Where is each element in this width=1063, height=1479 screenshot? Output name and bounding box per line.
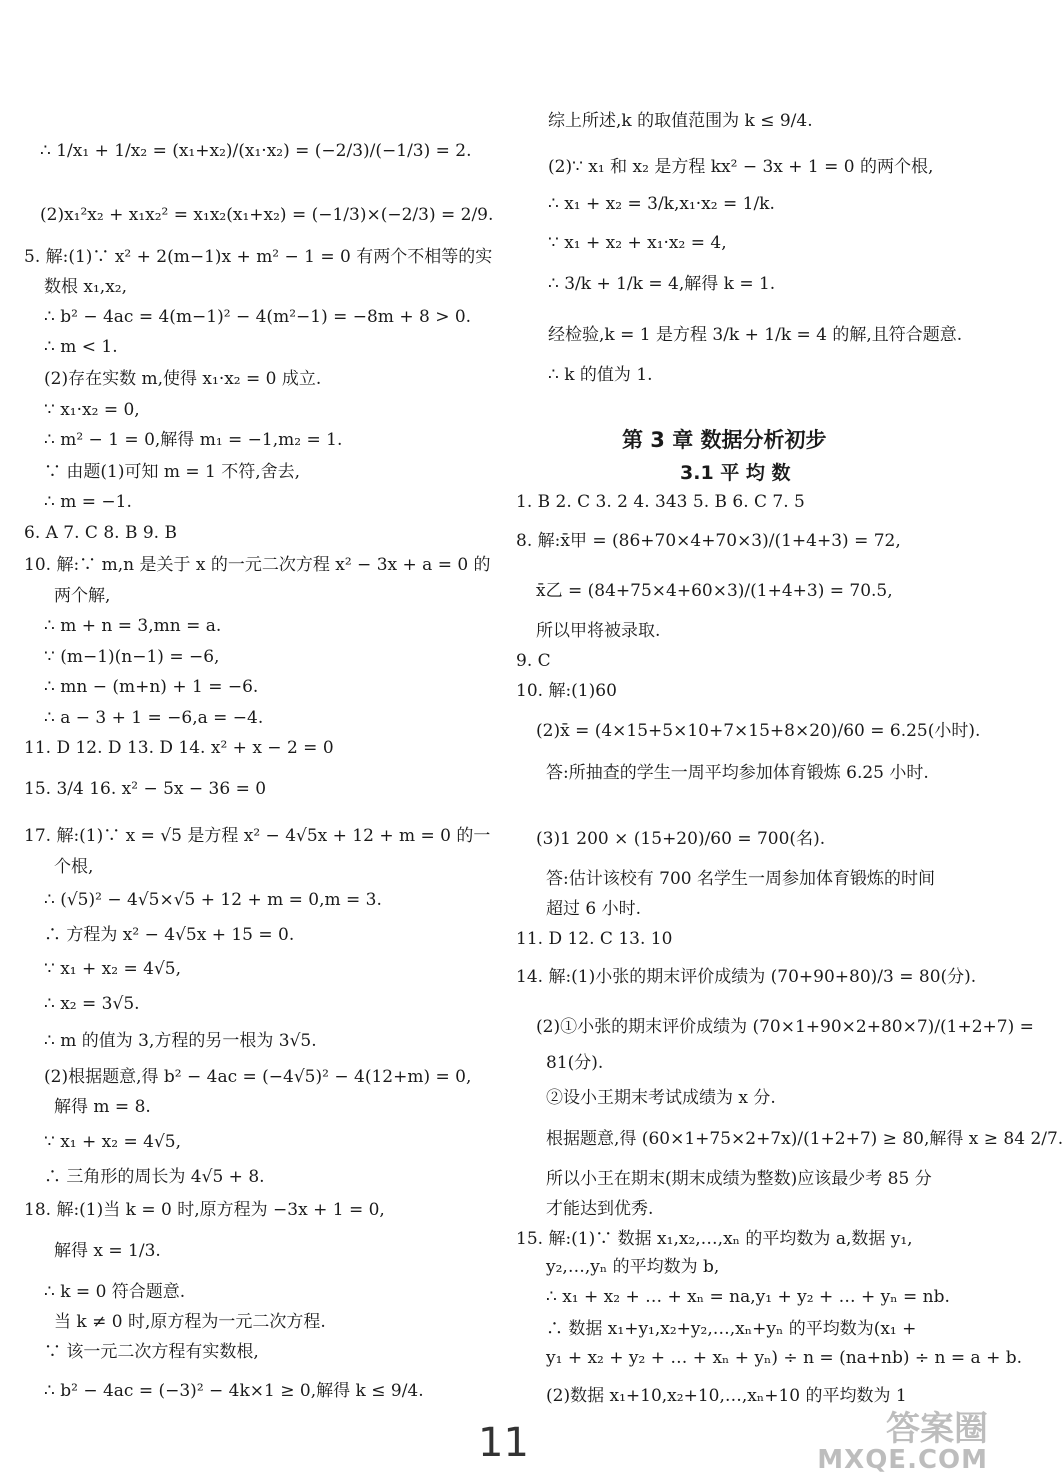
text-line: 经检验,k = 1 是方程 3/k + 1/k = 4 的解,且符合题意. xyxy=(548,325,963,345)
text-line: 答:所抽查的学生一周平均参加体育锻炼 6.25 小时. xyxy=(546,763,929,783)
watermark-logo-text: 答案圈 xyxy=(886,1409,988,1449)
text-line: 解得 m = 8. xyxy=(54,1097,151,1117)
text-line: (2)①小张的期末评价成绩为 (70×1+90×2+80×7)/(1+2+7) = xyxy=(536,1017,1034,1037)
text-line: ②设小王期末考试成绩为 x 分. xyxy=(546,1088,776,1108)
text-line: 数根 x₁,x₂, xyxy=(44,277,128,297)
text-line: ∴ m < 1. xyxy=(44,337,118,357)
text-line: 11. D 12. C 13. 10 xyxy=(516,929,673,949)
text-line: 所以甲将被录取. xyxy=(536,621,661,641)
text-line: 17. 解:(1)∵ x = √5 是方程 x² − 4√5x + 12 + m = 0 的一 xyxy=(24,826,491,846)
page-number: 11 xyxy=(478,1420,529,1466)
text-line: x̄乙 = (84+75×4+60×3)/(1+4+3) = 70.5, xyxy=(536,581,893,601)
text-line: ∴ mn − (m+n) + 1 = −6. xyxy=(44,677,259,697)
text-line: 个根, xyxy=(54,857,94,877)
text-line: (2)∵ x₁ 和 x₂ 是方程 kx² − 3x + 1 = 0 的两个根, xyxy=(548,157,934,177)
text-line: ∴ k = 0 符合题意. xyxy=(44,1282,186,1302)
text-line: ∴ 三角形的周长为 4√5 + 8. xyxy=(44,1167,265,1187)
text-line: ∴ m² − 1 = 0,解得 m₁ = −1,m₂ = 1. xyxy=(44,430,343,450)
text-line: ∴ 方程为 x² − 4√5x + 15 = 0. xyxy=(44,925,295,945)
text-line: ∴ m 的值为 3,方程的另一根为 3√5. xyxy=(44,1031,317,1051)
text-line: y₂,…,yₙ 的平均数为 b, xyxy=(546,1257,720,1277)
text-line: (3)1 200 × (15+20)/60 = 700(名). xyxy=(536,829,826,849)
text-line: 才能达到优秀. xyxy=(546,1199,654,1219)
text-line: ∵ 该一元二次方程有实数根, xyxy=(44,1342,259,1362)
text-line: ∴ x₁ + x₂ + … + xₙ = na,y₁ + y₂ + … + yₙ = nb. xyxy=(546,1287,950,1307)
text-line: 1. B 2. C 3. 2 4. 343 5. B 6. C 7. 5 xyxy=(516,492,805,512)
text-line: 当 k ≠ 0 时,原方程为一元二次方程. xyxy=(54,1312,326,1332)
text-line: (2)存在实数 m,使得 x₁·x₂ = 0 成立. xyxy=(44,369,322,389)
text-line: 根据题意,得 (60×1+75×2+7x)/(1+2+7) ≥ 80,解得 x ≥ 84 2/7. xyxy=(546,1129,1063,1149)
chapter-title: 第 3 章 数据分析初步 xyxy=(622,428,827,452)
text-line: ∴ x₁ + x₂ = 3/k,x₁·x₂ = 1/k. xyxy=(548,194,775,214)
text-line: ∴ k 的值为 1. xyxy=(548,365,653,385)
text-line: 超过 6 小时. xyxy=(546,899,642,919)
text-line: 10. 解:(1)60 xyxy=(516,681,617,701)
text-line: (2)x₁²x₂ + x₁x₂² = x₁x₂(x₁+x₂) = (−1/3)×(−2/3) = 2/9. xyxy=(40,205,494,225)
text-line: 两个解, xyxy=(54,586,111,606)
text-line: 9. C xyxy=(516,651,551,671)
text-line: ∵ x₁ + x₂ = 4√5, xyxy=(44,1132,181,1152)
section-title: 3.1 平 均 数 xyxy=(680,462,791,484)
text-line: 15. 3/4 16. x² − 5x − 36 = 0 xyxy=(24,779,267,799)
text-line: ∴ a − 3 + 1 = −6,a = −4. xyxy=(44,708,264,728)
text-line: 15. 解:(1)∵ 数据 x₁,x₂,…,xₙ 的平均数为 a,数据 y₁, xyxy=(516,1229,913,1249)
text-line: ∴ m + n = 3,mn = a. xyxy=(44,616,222,636)
text-line: ∴ x₂ = 3√5. xyxy=(44,994,140,1014)
text-line: 8. 解:x̄甲 = (86+70×4+70×3)/(1+4+3) = 72, xyxy=(516,531,901,551)
text-line: ∴ 3/k + 1/k = 4,解得 k = 1. xyxy=(548,274,776,294)
text-line: ∴ (√5)² − 4√5×√5 + 12 + m = 0,m = 3. xyxy=(44,890,382,910)
text-line: 14. 解:(1)小张的期末评价成绩为 (70+90+80)/3 = 80(分). xyxy=(516,967,977,987)
text-line: 5. 解:(1)∵ x² + 2(m−1)x + m² − 1 = 0 有两个不相等的实 xyxy=(24,247,493,267)
text-line: ∴ b² − 4ac = (−3)² − 4k×1 ≥ 0,解得 k ≤ 9/4. xyxy=(44,1381,424,1401)
text-line: (2)根据题意,得 b² − 4ac = (−4√5)² − 4(12+m) = 0, xyxy=(44,1067,472,1087)
text-line: ∵ (m−1)(n−1) = −6, xyxy=(44,647,220,667)
text-line: (2)x̄ = (4×15+5×10+7×15+8×20)/60 = 6.25(小时). xyxy=(536,721,981,741)
watermark xyxy=(817,1401,994,1475)
text-line: y₁ + x₂ + y₂ + … + xₙ + yₙ) ÷ n = (na+nb) ÷ n = a + b. xyxy=(546,1348,1023,1368)
text-line: ∵ x₁ + x₂ + x₁·x₂ = 4, xyxy=(548,233,727,253)
text-line: ∵ x₁ + x₂ = 4√5, xyxy=(44,959,181,979)
text-line: ∴ m = −1. xyxy=(44,492,132,512)
text-line: ∵ x₁·x₂ = 0, xyxy=(44,400,140,420)
text-line: 综上所述,k 的取值范围为 k ≤ 9/4. xyxy=(548,111,813,131)
text-line: 6. A 7. C 8. B 9. B xyxy=(24,523,177,543)
text-line: ∴ 数据 x₁+y₁,x₂+y₂,…,xₙ+yₙ 的平均数为(x₁ + xyxy=(546,1319,917,1339)
text-line: 解得 x = 1/3. xyxy=(54,1241,161,1261)
watermark-url-text: MXQE.COM xyxy=(817,1445,988,1475)
text-line: ∵ 由题(1)可知 m = 1 不符,舍去, xyxy=(44,462,301,482)
text-line: 11. D 12. D 13. D 14. x² + x − 2 = 0 xyxy=(24,738,334,758)
text-line: 所以小王在期末(期末成绩为整数)应该最少考 85 分 xyxy=(546,1169,932,1189)
text-line: (2)数据 x₁+10,x₂+10,…,xₙ+10 的平均数为 1 xyxy=(546,1386,907,1406)
text-line: 81(分). xyxy=(546,1053,604,1073)
text-line: 18. 解:(1)当 k = 0 时,原方程为 −3x + 1 = 0, xyxy=(24,1200,385,1220)
text-line: 答:估计该校有 700 名学生一周参加体育锻炼的时间 xyxy=(546,869,935,889)
text-line: 10. 解:∵ m,n 是关于 x 的一元二次方程 x² − 3x + a = 0 的 xyxy=(24,555,491,575)
text-line: ∴ b² − 4ac = 4(m−1)² − 4(m²−1) = −8m + 8 > 0. xyxy=(44,307,472,327)
text-line: ∴ 1/x₁ + 1/x₂ = (x₁+x₂)/(x₁·x₂) = (−2/3)/(−1/3) = 2. xyxy=(40,141,472,161)
